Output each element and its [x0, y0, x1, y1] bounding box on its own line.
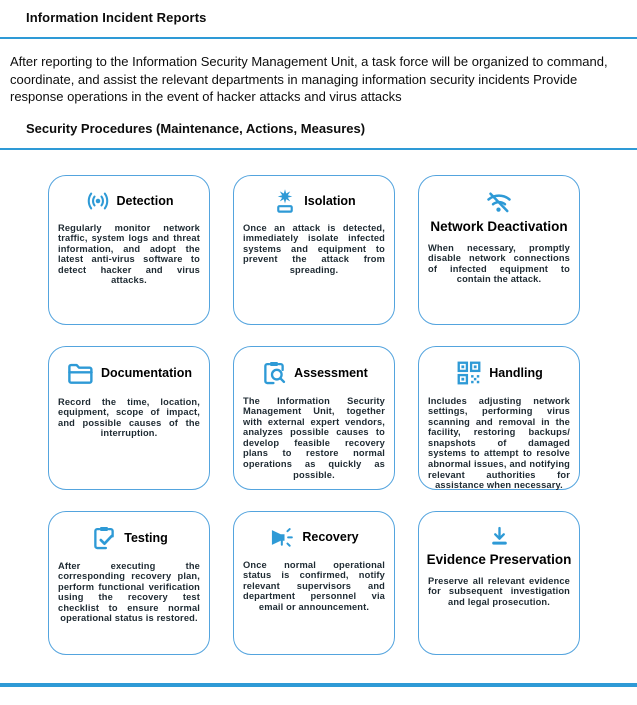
procedure-card [418, 175, 580, 325]
card-header [455, 359, 542, 387]
procedure-card [233, 511, 395, 655]
card-title: Assessment [294, 365, 368, 380]
procedure-card [48, 511, 210, 655]
procedure-card [48, 175, 210, 325]
page-title: Information Incident Reports [26, 10, 207, 25]
card-header [430, 188, 567, 234]
procedure-card [418, 346, 580, 490]
card-title: Documentation [101, 366, 192, 380]
card-body: When necessary, promptly disable network connections of infected equipment to contain the attack. [428, 242, 570, 285]
card-body: Once normal operational status is confirmed, notify relevant supervisors and department personnel via email or announcement. [243, 559, 385, 612]
card-header [427, 524, 572, 567]
card-header [260, 359, 368, 387]
card-title: Isolation [304, 193, 356, 208]
wifi-off-icon [484, 188, 514, 218]
broadcast-icon [85, 188, 111, 214]
card-title: Recovery [302, 530, 359, 544]
information-incident-report-page [0, 10, 637, 687]
folder-icon [66, 359, 95, 388]
card-body: Once an attack is detected, immediately isolate infected systems and equipment to prevent the attack from spreading. [243, 222, 385, 275]
download-icon [486, 524, 513, 551]
card-header [272, 188, 355, 214]
bottom-divider [0, 683, 637, 687]
card-body: Includes adjusting network settings, performing virus scanning and removal in the facility, restoring backups/ snapshots of damaged systems to attempt to resolve abnormal issues, and notifying relevant authorities for assistance when necessary. [428, 395, 570, 491]
card-body: The Information Security Management Unit, together with external expert vendors, analyzes possible causes to develop feasible recovery plans to restore normal operations as quickly as possible. [243, 395, 385, 480]
card-title: Network Deactivation [430, 218, 568, 234]
procedure-card [233, 175, 395, 325]
card-title: Detection [116, 193, 174, 208]
section-divider [0, 148, 637, 150]
card-header [85, 188, 174, 214]
card-title: Testing [124, 530, 168, 545]
card-body: Preserve all relevant evidence for subsequent investigation and legal prosecution. [428, 575, 570, 607]
card-body: Record the time, location, equipment, scope of impact, and possible causes of the interruption. [58, 396, 200, 439]
procedures-grid [48, 175, 580, 655]
card-body: After executing the corresponding recovery plan, perform functional verification using the recovery test checklist to ensure normal operational status is restored. [58, 560, 200, 624]
card-title: Evidence Preservation [426, 551, 572, 567]
megaphone-icon [269, 524, 296, 551]
procedure-card [48, 346, 210, 490]
qr-code-icon [455, 359, 483, 387]
card-header [90, 524, 168, 552]
procedure-card [233, 346, 395, 490]
procedure-card [418, 511, 580, 655]
title-divider [0, 37, 637, 39]
card-header [66, 359, 192, 388]
burst-icon [272, 188, 298, 214]
intro-paragraph: After reporting to the Information Security Management Unit, a task force will be organized to command, coordinate, and assist the relevant departments in managing information security incidents Provide response operations in the event of hacker attacks and virus attacks [10, 54, 608, 104]
card-body: Regularly monitor network traffic, system logs and threat information, and adopt the latest anti-virus software to detect hacker and virus attacks. [58, 222, 200, 286]
clipboard-check-icon [90, 524, 118, 552]
clipboard-search-icon [260, 359, 288, 387]
card-title: Handling [489, 365, 543, 380]
card-header [269, 524, 358, 551]
section-title: Security Procedures (Maintenance, Actions, Measures) [26, 120, 366, 136]
